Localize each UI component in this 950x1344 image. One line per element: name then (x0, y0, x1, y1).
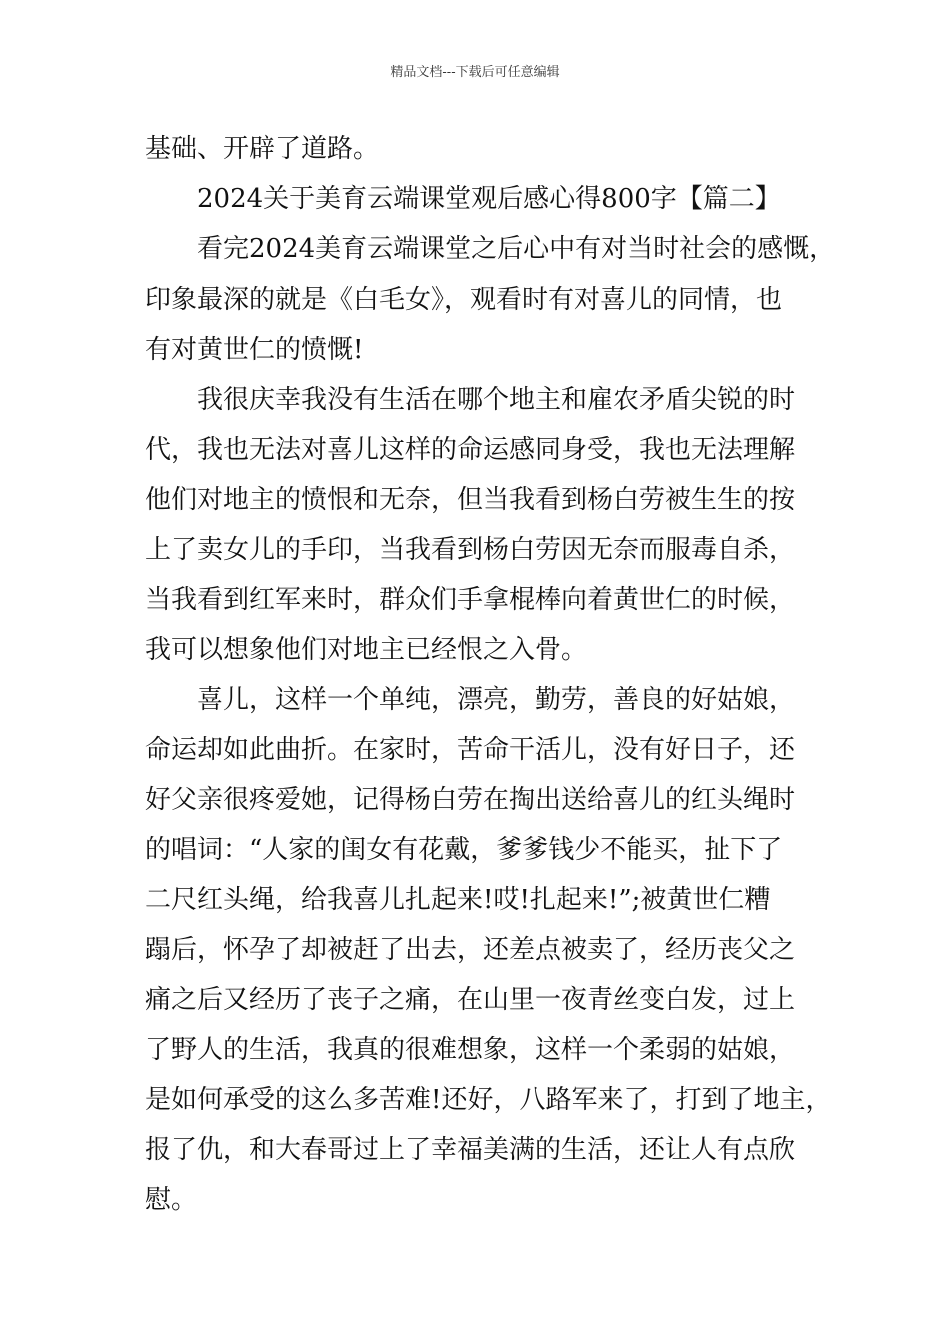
text-line: 好父亲很疼爱她，记得杨白劳在掏出送给喜儿的红头绳时 (145, 785, 796, 815)
text-line: 印象最深的就是《白毛女》，观看时有对喜儿的同情，也 (145, 285, 783, 315)
text-line: 蹋后，怀孕了却被赶了出去，还差点被卖了，经历丧父之 (145, 935, 796, 965)
text-line: 报了仇，和大春哥过上了幸福美满的生活，还让人有点欣 (145, 1135, 796, 1165)
text-line: 看完2024美育云端课堂之后心中有对当时社会的感慨， (197, 234, 836, 264)
text-line: 慰。 (145, 1185, 198, 1215)
text-line: 我可以想象他们对地主已经恨之入骨。 (145, 635, 588, 665)
text-line: 我很庆幸我没有生活在哪个地主和雇农矛盾尖锐的时 (197, 385, 796, 415)
text-line: 了野人的生活，我真的很难想象，这样一个柔弱的姑娘， (145, 1035, 796, 1065)
text-line: 痛之后又经历了丧子之痛，在山里一夜青丝变白发，过上 (145, 985, 796, 1015)
text-line: 的唱词：“人家的闺女有花戴，爹爹钱少不能买，扯下了 (145, 835, 783, 865)
text-line: 基础、开辟了道路。 (145, 134, 380, 164)
text-line: 有对黄世仁的愤慨! (145, 335, 364, 365)
text-line: 他们对地主的愤恨和无奈，但当我看到杨白劳被生生的按 (145, 485, 796, 515)
text-line: 代，我也无法对喜儿这样的命运感同身受，我也无法理解 (145, 435, 796, 465)
text-line: 命运却如此曲折。在家时，苦命干活儿，没有好日子，还 (145, 735, 796, 765)
section-title: 2024关于美育云端课堂观后感心得800字【篇二】 (197, 184, 781, 214)
text-line: 上了卖女儿的手印，当我看到杨白劳因无奈而服毒自杀， (145, 535, 796, 565)
text-line: 是如何承受的这么多苦难!还好，八路军来了，打到了地主， (145, 1085, 832, 1115)
page-header: 精品文档---下载后可任意编辑 (390, 65, 560, 80)
text-line: 喜儿，这样一个单纯，漂亮，勤劳，善良的好姑娘， (197, 685, 796, 715)
text-line: 当我看到红军来时，群众们手拿棍棒向着黄世仁的时候， (145, 585, 796, 615)
text-line: 二尺红头绳，给我喜儿扎起来!哎!扎起来!”;被黄世仁糟 (145, 885, 771, 915)
